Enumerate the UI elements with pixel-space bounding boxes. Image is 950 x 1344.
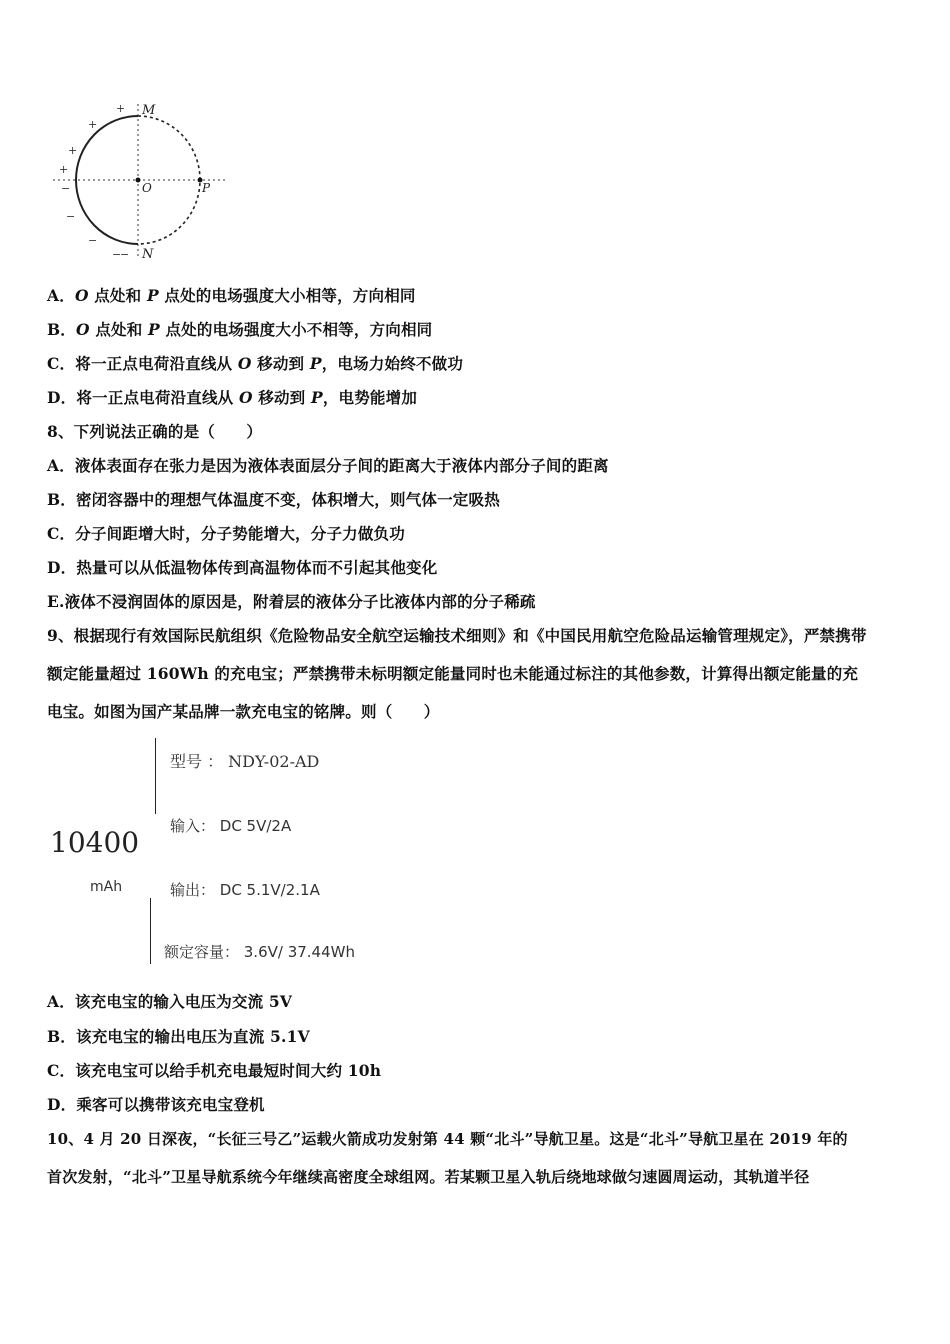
q9-stem-line-1: 9、根据现行有效国际民航组织《危险物品安全航空运输技术细则》和《中国民用航空危险品运输管理规定》，严禁携带 [47, 626, 867, 645]
plus-sign: + [116, 102, 126, 115]
q9-option-c: C．该充电宝可以给手机充电最短时间大约 10h [47, 1061, 382, 1080]
q9-option-a: A．该充电宝的输入电压为交流 5V [47, 992, 293, 1011]
label-m: M [142, 103, 156, 118]
q7-option-a: A．O 点处和 P 点处的电场强度大小相等，方向相同 [47, 286, 416, 305]
q8-option-d: D．热量可以从低温物体传到高温物体而不引起其他变化 [47, 558, 438, 577]
plus-sign: + [68, 144, 78, 157]
q8-stem: 8、下列说法正确的是（ ） [47, 422, 263, 441]
q10-line-1: 10、4 月 20 日深夜，“长征三号乙”运载火箭成功发射第 44 颗“北斗”导航卫星。这是“北斗”导航卫星在 2019 年的 [47, 1130, 848, 1148]
label-o: O [142, 181, 152, 195]
q7-option-b: B．O 点处和 P 点处的电场强度大小不相等，方向相同 [47, 320, 433, 339]
minus-sign: − [88, 234, 98, 247]
capacity-value: 10400 [50, 826, 140, 859]
divider-line [155, 738, 156, 814]
label-p: P [202, 181, 211, 195]
q7-option-d: D．将一正点电荷沿直线从 O 移动到 P，电势能增加 [47, 388, 418, 407]
q9-option-b: B．该充电宝的输出电压为直流 5.1V [47, 1027, 310, 1046]
plus-sign: + [59, 163, 69, 176]
model-label: 型号 ： NDY-02-AD [170, 752, 320, 771]
q8-option-a: A．液体表面存在张力是因为液体表面层分子间的距离大于液体内部分子间的距离 [47, 456, 609, 475]
label-n: N [142, 247, 154, 262]
circle-charge-figure [50, 98, 240, 263]
q9-stem-line-3: 电宝。如图为国产某品牌一款充电宝的铭牌。则（ ） [47, 702, 440, 721]
minus-sign: − [120, 248, 130, 261]
q9-stem-line-2: 额定能量超过 160Wh 的充电宝；严禁携带未标明额定能量同时也未能通过标注的其他参数，计算得出额定能量的充 [47, 664, 859, 683]
q7-option-c: C．将一正点电荷沿直线从 O 移动到 P，电场力始终不做功 [47, 354, 464, 373]
q10-line-2: 首次发射，“北斗”卫星导航系统今年继续高密度全球组网。若某颗卫星入轨后绕地球做匀速圆周运动，其轨道半径 [47, 1168, 810, 1186]
q8-option-e: E.液体不浸润固体的原因是，附着层的液体分子比液体内部的分子稀疏 [47, 592, 536, 611]
divider-line [150, 898, 151, 964]
plus-sign: + [88, 118, 98, 131]
minus-sign: − [112, 248, 122, 261]
rated-capacity-spec: 额定容量： 3.6V/ 37.44Wh [164, 943, 355, 961]
q8-option-b: B．密闭容器中的理想气体温度不变，体积增大，则气体一定吸热 [47, 490, 500, 509]
output-spec: 输出： DC 5.1V/2.1A [170, 881, 320, 899]
q8-option-c: C．分子间距增大时，分子势能增大，分子力做负功 [47, 524, 405, 543]
minus-sign: − [61, 182, 71, 195]
minus-sign: − [66, 210, 76, 223]
q9-option-d: D．乘客可以携带该充电宝登机 [47, 1095, 265, 1114]
input-spec: 输入： DC 5V/2A [170, 817, 292, 835]
capacity-unit: mAh [90, 879, 123, 895]
